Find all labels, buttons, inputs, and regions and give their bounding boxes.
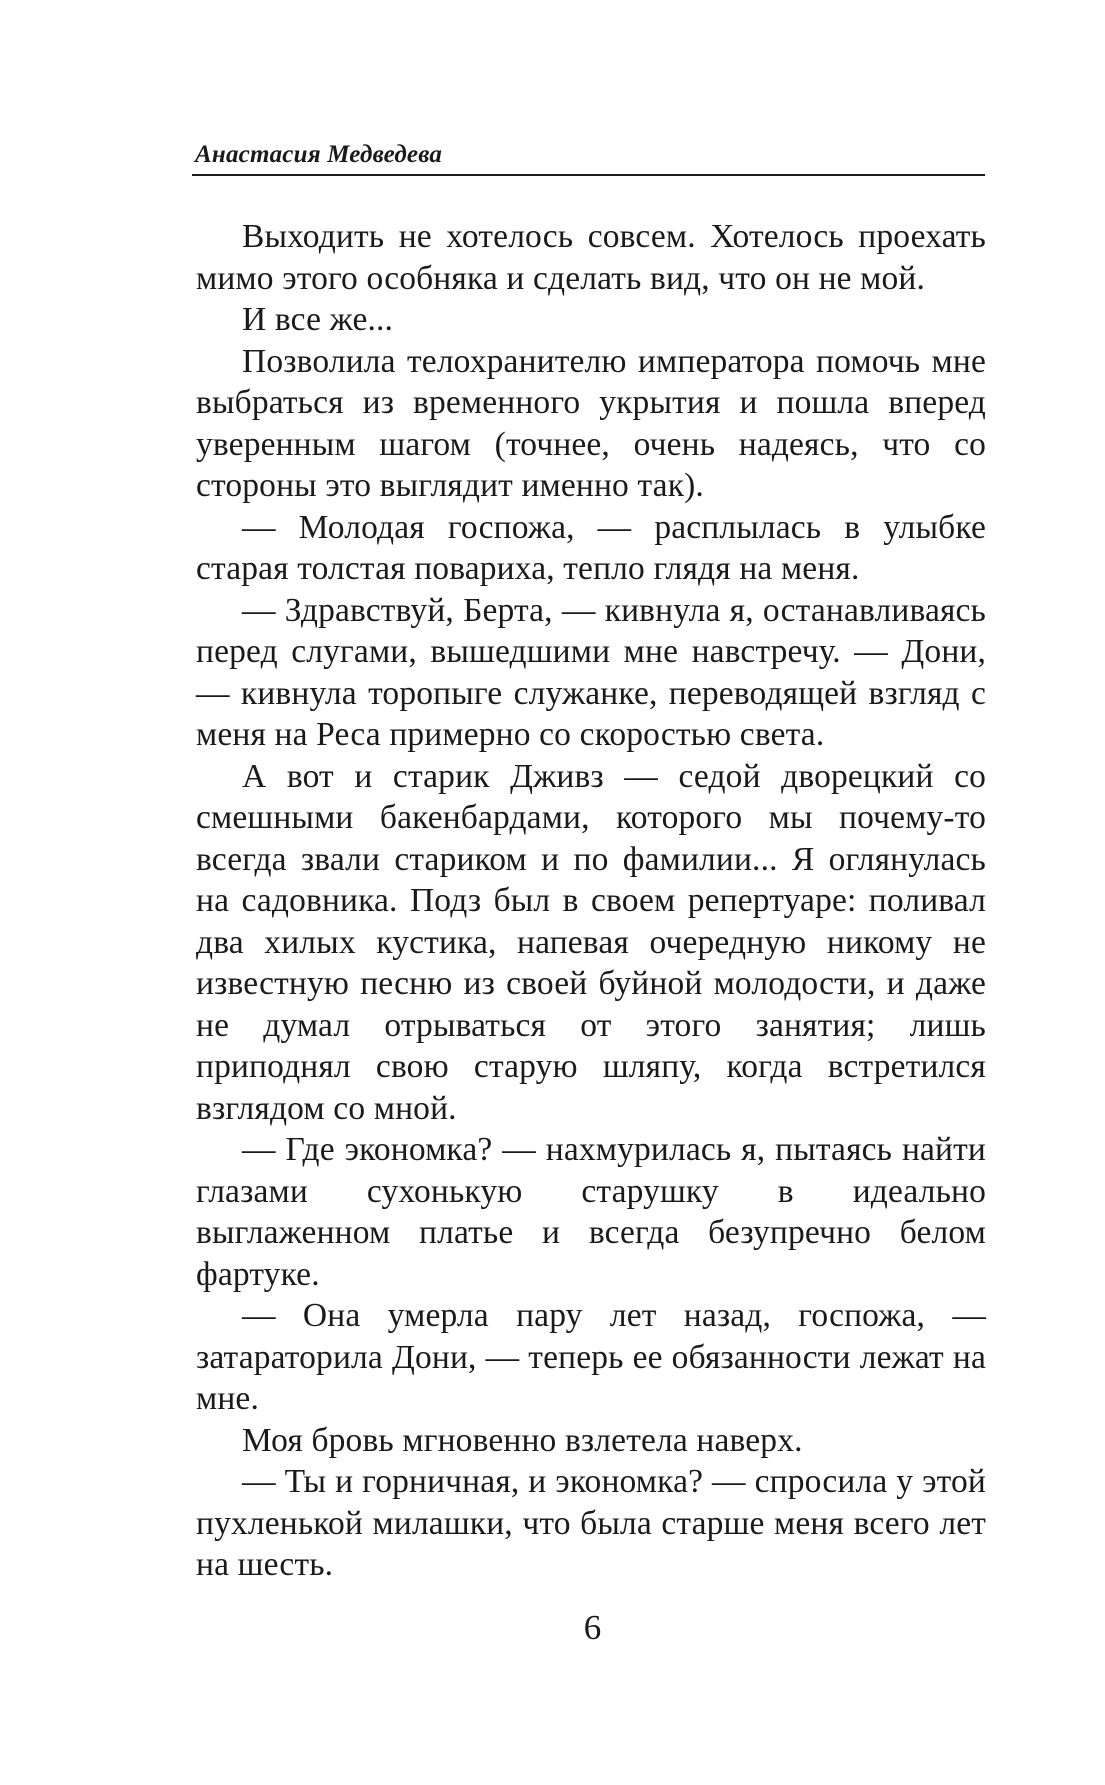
paragraph: Моя бровь мгновенно взлетела наверх. [242,1421,803,1459]
paragraph: — Ты и горничная, и экономка? — спросила у этой пухленькой милашки, что была старше меня всего лет на шесть. [196,1463,986,1583]
body-text [196,216,986,1586]
paragraph: А вот и старик Дживз — седой дворецкий со смешными бакенбардами, которого мы почему-то всегда звали стариком и по фамилии... Я оглянулась на садовника. Подз был в своем репертуаре: поливал два хилых кустика, напевая очередную никому не известную песню из своей буйной молодости, и даже не думал отрываться от этого занятия; лишь приподнял свою старую шляпу, когда встретился взглядом со мной. [196,757,986,1127]
paragraph: Позволила телохранителю императора помочь мне выбраться из временного укрытия и пошла вперед уверенным шагом (точнее, очень надеясь, что со стороны это выглядит именно так). [196,342,986,504]
paragraph: — Она умерла пару лет назад, госпожа, — затараторила Дони, — теперь ее обязанности лежат на мне. [196,1297,986,1417]
paragraph: — Молодая госпожа, — расплылась в улыбке старая толстая повариха, тепло глядя на меня. [196,508,986,587]
page-number: 6 [583,1608,602,1647]
running-header [192,136,985,176]
paragraph: И все же... [242,301,394,338]
paragraph: — Где экономка? — нахмурилась я, пытаясь найти глазами сухонькую старушку в идеально выглаженном платье и всегда безупречно белом фартуке. [196,1131,986,1293]
author-name: Анастасия Медведева [195,141,443,168]
paragraph: Выходить не хотелось совсем. Хотелось проехать мимо этого особняка и сделать вид, что он не мой. [196,218,986,297]
paragraph: — Здравствуй, Берта, — кивнула я, останавливаясь перед слугами, вышедшими мне навстречу. — Дони, — кивнула торопыге служанке, переводящей взгляд с меня на Реса примерно со скоростью света. [196,591,986,753]
